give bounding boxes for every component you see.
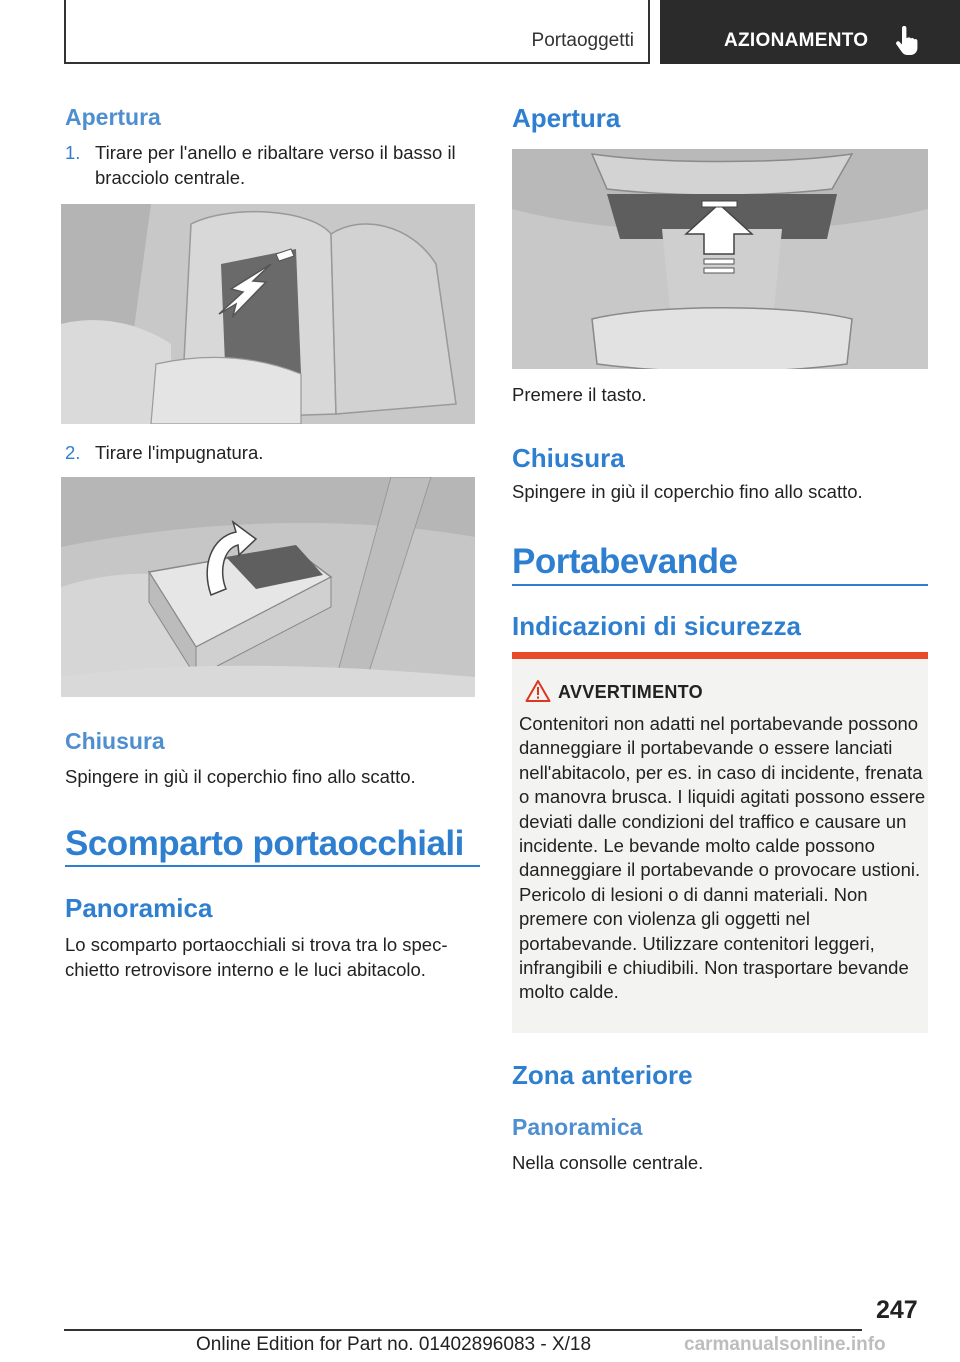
left-chiusura-text: Spingere in giù il coperchio fino allo scatto. [65, 766, 416, 787]
step-2-number: 2. [65, 442, 81, 463]
edition-text: Online Edition for Part no. 01402896083 - X/18 [196, 1334, 592, 1355]
warning-bar [512, 652, 928, 659]
armrest-handle-image [61, 477, 475, 697]
armrest-fold-down-image [61, 204, 475, 424]
footer-rule [64, 1329, 862, 1331]
right-section-rule [512, 584, 928, 586]
right-chiusura-text: Spingere in giù il coperchio fino allo scatto. [512, 481, 863, 502]
watermark-text: carmanualsonline.info [684, 1334, 886, 1355]
left-section-title: Scomparto portaocchiali [65, 824, 464, 863]
page-number: 247 [876, 1296, 918, 1324]
left-panoramica-title: Panoramica [65, 893, 213, 923]
right-zona-panoramica-text: Nella consolle centrale. [512, 1152, 704, 1173]
right-apertura-title: Apertura [512, 103, 621, 133]
right-safety-title: Indicazioni di sicurezza [512, 611, 801, 641]
right-zona-panoramica-title: Panoramica [512, 1114, 643, 1140]
glasses-compartment-image [512, 149, 928, 369]
right-zona-title: Zona anteriore [512, 1060, 693, 1090]
warning-text: Contenitori non adatti nel portabevande possono danneggiare il portabevande o essere lanciati nell'abitacolo, per es. in caso di incidente, frenata o manovra brusca. I liquidi agitati possono essere deviati dalle condizioni del traffico e causare un incidente. Le bevande molto calde possono danneggiare il portabevande o provocare ustioni. Pericolo di lesioni o di danni materiali. Non premere con violenza gli oggetti nel portabevande. Utilizzare contenitori leggeri, infrangibili e chiudibili. Non trasportare bevande molto calde. [519, 713, 926, 1003]
right-chiusura-title: Chiusura [512, 443, 625, 473]
warning-title: AVVERTIMENTO [558, 682, 703, 702]
right-apertura-text: Premere il tasto. [512, 384, 647, 405]
step-1-number: 1. [65, 142, 81, 163]
left-chiusura-title: Chiusura [65, 728, 165, 754]
left-section-rule [65, 865, 480, 867]
step-2-text: Tirare l'impugnatura. [95, 442, 264, 463]
header-chapter-label: AZIONAMENTO [724, 30, 869, 51]
right-section-title: Portabevande [512, 542, 738, 581]
left-apertura-title: Apertura [65, 104, 161, 130]
left-panoramica-text: Lo scomparto portaocchiali si trova tra lo specchietto retrovisore interno e le luci abitacolo. [65, 934, 448, 980]
warning-box [512, 652, 928, 1033]
step-1-text: Tirare per l'anello e ribaltare verso il basso il bracciolo centrale. [95, 142, 456, 188]
header-section-tab [64, 0, 650, 64]
header-section-label: Portaoggetti [531, 30, 634, 51]
hand-pointer-icon [893, 26, 921, 56]
warning-triangle-icon [525, 679, 551, 703]
